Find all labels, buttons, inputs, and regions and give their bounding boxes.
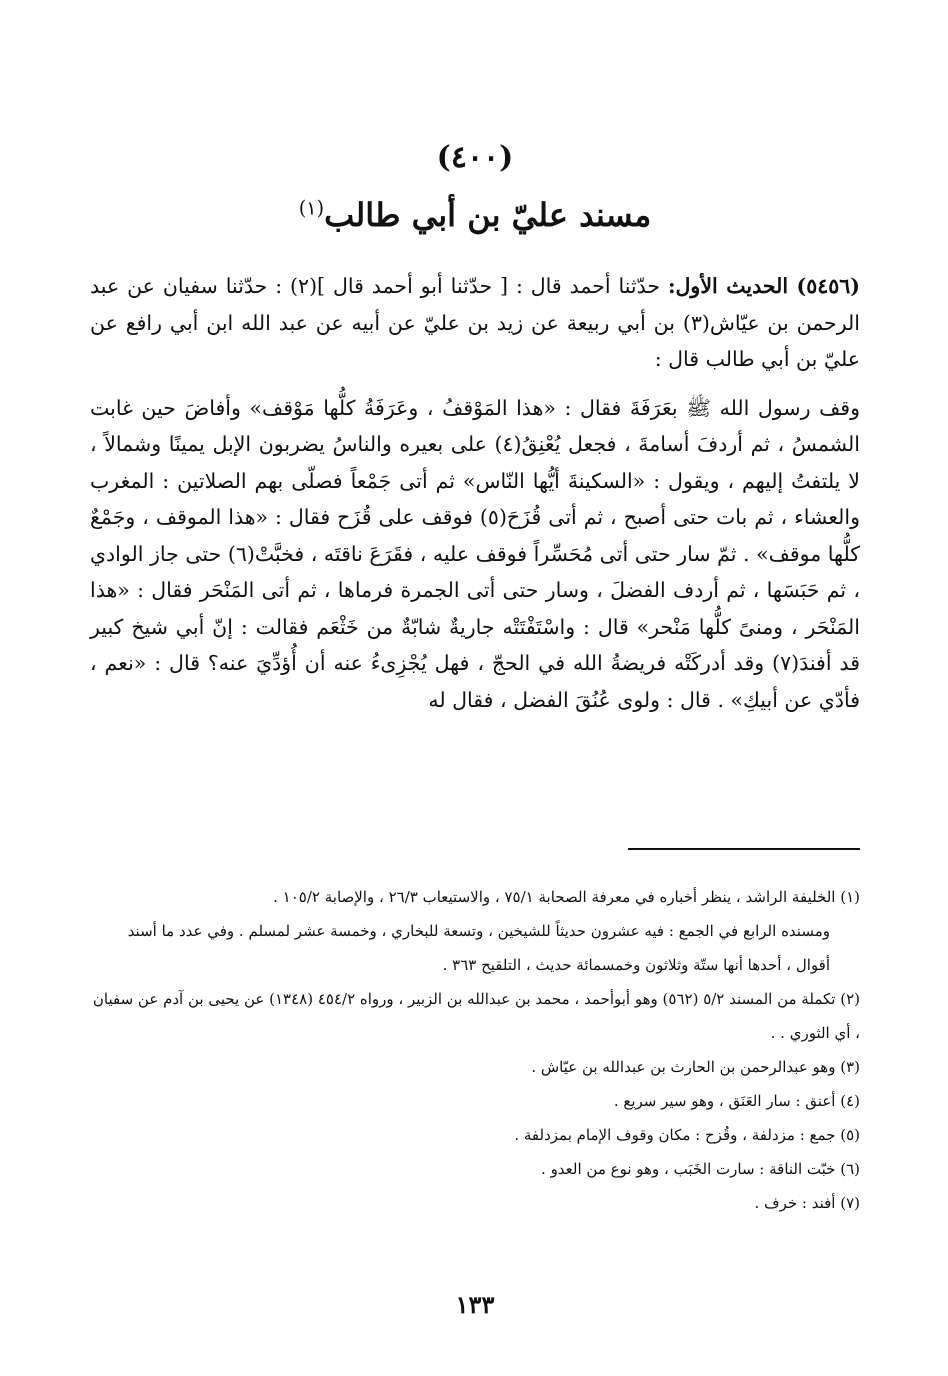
footnote-separator (628, 848, 860, 850)
footnote-1-continuation: ومسنده الرابع في الجمع : فيه عشرون حديثاً للشيخين ، وتسعة للبخاري ، وخمسة عشر لمسلم . وفي عدد ما أسند أقوال ، أحدها أنها ستّة وثلاثون وخمسمائة حديث ، التلقيح ٣٦٣ . (127, 922, 830, 974)
hadith-body (90, 268, 860, 718)
footnote-6: (٦) خبّت الناقة : سارت الخَبَب ، وهو نوع من العدو . (541, 1160, 860, 1178)
hadith-isnad-paragraph (90, 268, 860, 378)
book-page (90, 0, 860, 1376)
footnote-4: (٤) أعنق : سار العَنَق ، وهو سير سريع . (613, 1092, 860, 1110)
footnote-5: (٥) جمع : مزدلفة ، وقُزح : مكان وقوف الإمام بمزدلفة . (514, 1126, 860, 1144)
section-number: (٤٠٠) (436, 140, 514, 175)
hadith-isnad: حدّثنا أحمد قال : [ حدّثنا أبو أحمد قال ](٢) : حدّثنا سفيان عن عبد الرحمن بن عيّاش(٣) بن أبي ربيعة عن زيد بن عليّ عن أبيه عن عبد الله ابن أبي رافع عن عليّ بن أبي طالب قال : (90, 274, 860, 371)
hadith-matn-paragraph: وقف رسول الله ﷺ بعَرَفَةَ فقال : «هذا المَوْقفُ ، وعَرَفَةُ كلُّها مَوْقف» وأفاضَ حين غابت الشمسُ ، ثم أردفَ أسامةَ ، فجعل يُعْنِقُ(٤) على بعيره والناسُ يضربون الإبل يمينًا وشمالاً ، لا يلتفتُ إليهم ، ويقول : «السكينةَ أيُّها النّاس» ثم أتى جَمْعاً فصلّى بهم الصلاتين : المغرب والعشاء ، ثم بات حتى أصبح ، ثم أتى قُزَحَ(٥) فوقف على قُزَح فقال : «هذا الموقف ، وجَمْعٌ كلُّها موقف» . ثمّ سار حتى أتى مُحَسِّراً فوقف عليه ، فقَرَعَ ناقتَه ، فخبَّتْ(٦) حتى جاز الوادي ، ثم حَبَسَها ، ثم أردف الفضلَ ، وسار حتى أتى الجمرة فرماها ، ثم أتى المَنْحَر فقال : «هذا المَنْحَر ، ومنىً كلُّها مَنْحر» قال : واسْتَفْتَتْه جاريةٌ شابّةٌ من خَثْعَم فقالت : إنّ أبي شيخ كبير قد أفندَ(٧) وقد أدركَتْه فريضةُ الله في الحجّ ، فهل يُجْزِىءُ عنه أن أُؤدِّيَ عنه؟ قال : «نعم ، فأدّي عن أبيكِ» . قال : ولوى عُنُقَ الفضل ، فقال له (90, 395, 860, 712)
footnotes (90, 880, 860, 1220)
footnote-2: (٢) تكملة من المسند ٥/٢ (٥٦٢) وهو أبوأحمد ، محمد بن عبدالله بن الزبير ، ورواه ٤٥٤/٢ (١٣٤٨) عن يحيى بن آدم عن سفيان ، أي الثوري . . (92, 990, 860, 1042)
section-title (90, 196, 860, 234)
section-title-text: مسند عليّ بن أبي طالب (324, 196, 652, 234)
hadith-number-label: (٥٤٥٦) الحديث الأول: (667, 274, 860, 298)
footnote-7: (٧) أفند : خرف . (754, 1194, 860, 1212)
page-number: ١٣٣ (455, 1290, 495, 1319)
footnote-3: (٣) وهو عبدالرحمن بن الحارث بن عبدالله بن عيّاش . (531, 1058, 860, 1076)
footnote-1: (١) الخليفة الراشد ، ينظر أخباره في معرفة الصحابة ٧٥/١ ، والاستيعاب ٢٦/٣ ، والإصابة ١٠٥/٢ . (273, 888, 860, 906)
section-title-footnote-ref: (١) (298, 196, 325, 220)
